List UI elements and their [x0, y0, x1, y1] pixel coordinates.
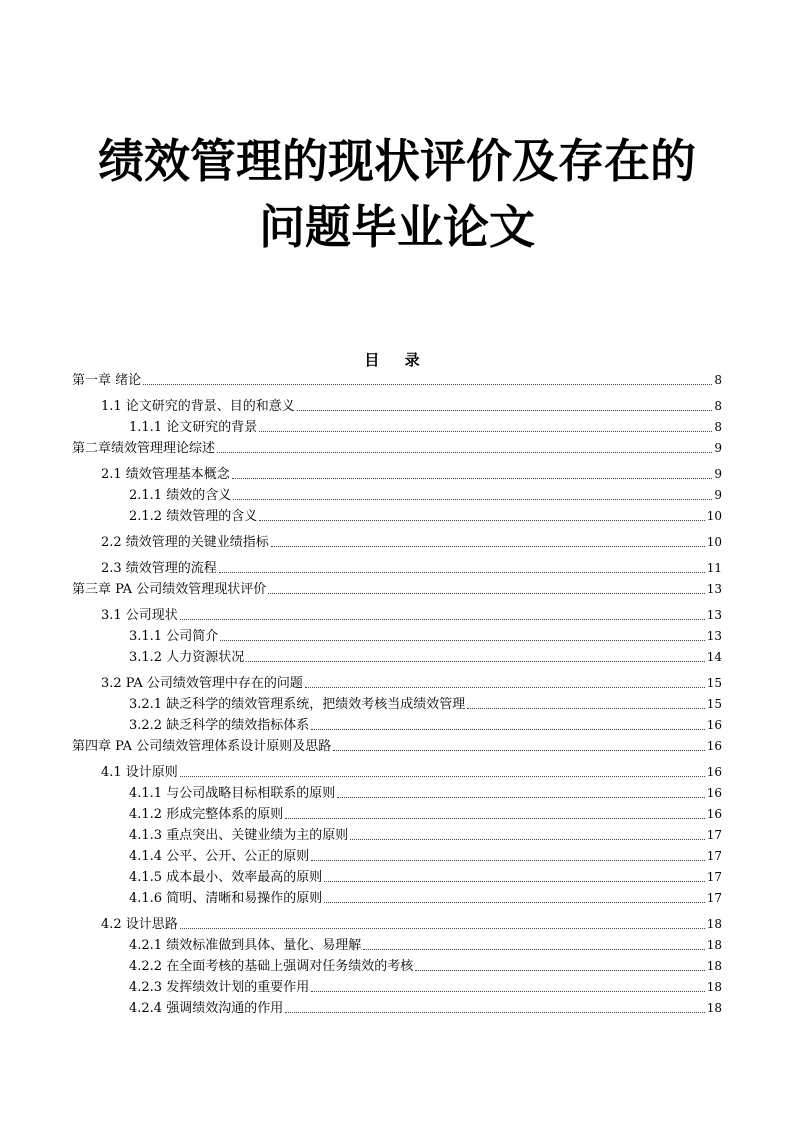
toc-entry-title: 2.1 绩效管理基本概念 — [101, 467, 230, 482]
toc-entry-page: 15 — [706, 697, 722, 711]
toc-entry-title: 2.2 绩效管理的关键业绩指标 — [101, 535, 269, 550]
toc-entry-page: 8 — [714, 399, 722, 413]
toc-entry-chapter[interactable] — [72, 738, 722, 755]
toc-leader-dots — [333, 750, 705, 751]
toc-entry-title: 第一章 绪论 — [72, 373, 142, 388]
toc-entry-title: 第二章绩效管理理论综述 — [72, 441, 216, 456]
toc-entry-page: 17 — [706, 891, 722, 905]
toc-leader-dots — [324, 881, 705, 882]
toc-entry-title: 3.1.1 公司简介 — [129, 629, 219, 644]
toc-leader-dots — [297, 410, 713, 411]
toc-entry-subsection[interactable] — [72, 937, 722, 954]
toc-entry-title: 第三章 PA 公司绩效管理现状评价 — [72, 582, 267, 597]
toc-leader-dots — [285, 1012, 705, 1013]
toc-entry-subsection[interactable] — [72, 958, 722, 975]
toc-entry-subsection[interactable] — [72, 848, 722, 865]
toc-leader-dots — [233, 499, 712, 500]
toc-entry-subsection[interactable] — [72, 419, 722, 436]
toc-leader-dots — [217, 452, 712, 453]
toc-leader-dots — [180, 928, 705, 929]
toc-entry-title: 2.1.2 绩效管理的含义 — [129, 509, 258, 524]
toc-entry-page: 9 — [714, 467, 722, 481]
toc-entry-page: 17 — [706, 828, 722, 842]
toc-entry-title: 4.1.3 重点突出、关键业绩为主的原则 — [129, 828, 349, 843]
toc-entry-section[interactable] — [72, 466, 722, 483]
toc-leader-dots — [220, 640, 705, 641]
toc-entry-title: 4.2.2 在全面考核的基础上强调对任务绩效的考核 — [129, 959, 414, 974]
toc-leader-dots — [467, 708, 705, 709]
toc-entry-page: 17 — [706, 849, 722, 863]
table-of-contents — [72, 372, 722, 1017]
toc-entry-title: 3.2 PA 公司绩效管理中存在的问题 — [101, 676, 303, 691]
toc-entry-title: 4.2.1 绩效标准做到具体、量化、易理解 — [129, 938, 362, 953]
toc-leader-dots — [143, 384, 712, 385]
toc-entry-title: 4.2 设计思路 — [101, 917, 178, 932]
toc-entry-page: 15 — [706, 676, 722, 690]
toc-entry-page: 14 — [706, 650, 722, 664]
toc-entry-subsection[interactable] — [72, 487, 722, 504]
toc-entry-page: 18 — [706, 938, 722, 952]
toc-entry-subsection[interactable] — [72, 508, 722, 525]
toc-entry-subsection[interactable] — [72, 628, 722, 645]
toc-leader-dots — [311, 860, 705, 861]
toc-leader-dots — [259, 520, 705, 521]
toc-entry-page: 16 — [706, 739, 722, 753]
toc-entry-page: 16 — [706, 718, 722, 732]
toc-entry-section[interactable] — [72, 916, 722, 933]
toc-entry-page: 8 — [714, 373, 722, 387]
toc-leader-dots — [219, 572, 705, 573]
toc-entry-title: 4.1.5 成本最小、效率最高的原则 — [129, 870, 323, 885]
toc-entry-title: 4.2.3 发挥绩效计划的重要作用 — [129, 980, 310, 995]
toc-leader-dots — [311, 991, 705, 992]
toc-leader-dots — [305, 687, 705, 688]
toc-entry-chapter[interactable] — [72, 372, 722, 389]
toc-entry-chapter[interactable] — [72, 440, 722, 457]
title-line-1: 绩效管理的现状评价及存在的 — [98, 134, 696, 188]
toc-leader-dots — [350, 839, 705, 840]
toc-entry-page: 18 — [706, 917, 722, 931]
toc-entry-title: 4.1.6 简明、清晰和易操作的原则 — [129, 891, 323, 906]
toc-entry-page: 9 — [714, 488, 722, 502]
toc-entry-section[interactable] — [72, 607, 722, 624]
toc-entry-page: 18 — [706, 959, 722, 973]
toc-leader-dots — [232, 478, 713, 479]
toc-leader-dots — [311, 729, 705, 730]
toc-entry-section[interactable] — [72, 534, 722, 551]
toc-leader-dots — [285, 818, 705, 819]
toc-entry-subsection[interactable] — [72, 806, 722, 823]
toc-entry-title: 3.1 公司现状 — [101, 608, 178, 623]
toc-entry-page: 16 — [706, 786, 722, 800]
toc-entry-title: 第四章 PA 公司绩效管理体系设计原则及思路 — [72, 739, 332, 754]
toc-entry-title: 4.1.1 与公司战略目标相联系的原则 — [129, 786, 336, 801]
toc-entry-title: 2.1.1 绩效的含义 — [129, 488, 232, 503]
toc-entry-page: 17 — [706, 870, 722, 884]
toc-entry-page: 10 — [706, 509, 722, 523]
toc-entry-subsection[interactable] — [72, 979, 722, 996]
toc-entry-page: 9 — [714, 441, 722, 455]
toc-entry-page: 18 — [706, 1001, 722, 1015]
toc-leader-dots — [180, 619, 705, 620]
toc-leader-dots — [259, 431, 712, 432]
toc-entry-subsection[interactable] — [72, 1000, 722, 1017]
toc-entry-section[interactable] — [72, 764, 722, 781]
toc-heading: 目 录 — [364, 351, 430, 369]
toc-entry-page: 11 — [706, 561, 722, 575]
toc-leader-dots — [271, 546, 705, 547]
toc-entry-page: 10 — [706, 535, 722, 549]
toc-entry-page: 13 — [706, 608, 722, 622]
toc-entry-title: 4.1 设计原则 — [101, 765, 178, 780]
toc-entry-subsection[interactable] — [72, 717, 722, 734]
toc-entry-title: 3.2.2 缺乏科学的绩效指标体系 — [129, 718, 310, 733]
toc-entry-title: 4.1.2 形成完整体系的原则 — [129, 807, 284, 822]
toc-entry-title: 3.2.1 缺乏科学的绩效管理系统，把绩效考核当成绩效管理 — [129, 697, 466, 712]
toc-leader-dots — [324, 902, 705, 903]
toc-entry-subsection[interactable] — [72, 696, 722, 713]
toc-entry-page: 13 — [706, 629, 722, 643]
toc-entry-subsection[interactable] — [72, 827, 722, 844]
toc-entry-title: 2.3 绩效管理的流程 — [101, 561, 217, 576]
toc-entry-title: 1.1 论文研究的背景、目的和意义 — [101, 399, 295, 414]
toc-leader-dots — [268, 593, 705, 594]
toc-entry-subsection[interactable] — [72, 890, 722, 907]
toc-entry-section[interactable] — [72, 560, 722, 577]
toc-leader-dots — [180, 776, 705, 777]
document-title — [0, 128, 794, 260]
toc-entry-title: 3.1.2 人力资源状况 — [129, 650, 245, 665]
toc-entry-page: 18 — [706, 980, 722, 994]
toc-entry-title: 4.2.4 强调绩效沟通的作用 — [129, 1001, 284, 1016]
toc-entry-subsection[interactable] — [72, 785, 722, 802]
toc-leader-dots — [415, 970, 705, 971]
toc-entry-page: 13 — [706, 582, 722, 596]
toc-entry-subsection[interactable] — [72, 649, 722, 666]
toc-entry-section[interactable] — [72, 675, 722, 692]
toc-leader-dots — [363, 949, 705, 950]
toc-leader-dots — [246, 661, 705, 662]
toc-entry-page: 16 — [706, 765, 722, 779]
toc-entry-title: 4.1.4 公平、公开、公正的原则 — [129, 849, 310, 864]
toc-entry-page: 8 — [714, 420, 722, 434]
toc-entry-title: 1.1.1 论文研究的背景 — [129, 420, 258, 435]
title-line-2: 问题毕业论文 — [259, 200, 535, 254]
toc-entry-page: 16 — [706, 807, 722, 821]
toc-entry-subsection[interactable] — [72, 869, 722, 886]
toc-entry-chapter[interactable] — [72, 581, 722, 598]
toc-leader-dots — [337, 797, 705, 798]
toc-entry-section[interactable] — [72, 398, 722, 415]
